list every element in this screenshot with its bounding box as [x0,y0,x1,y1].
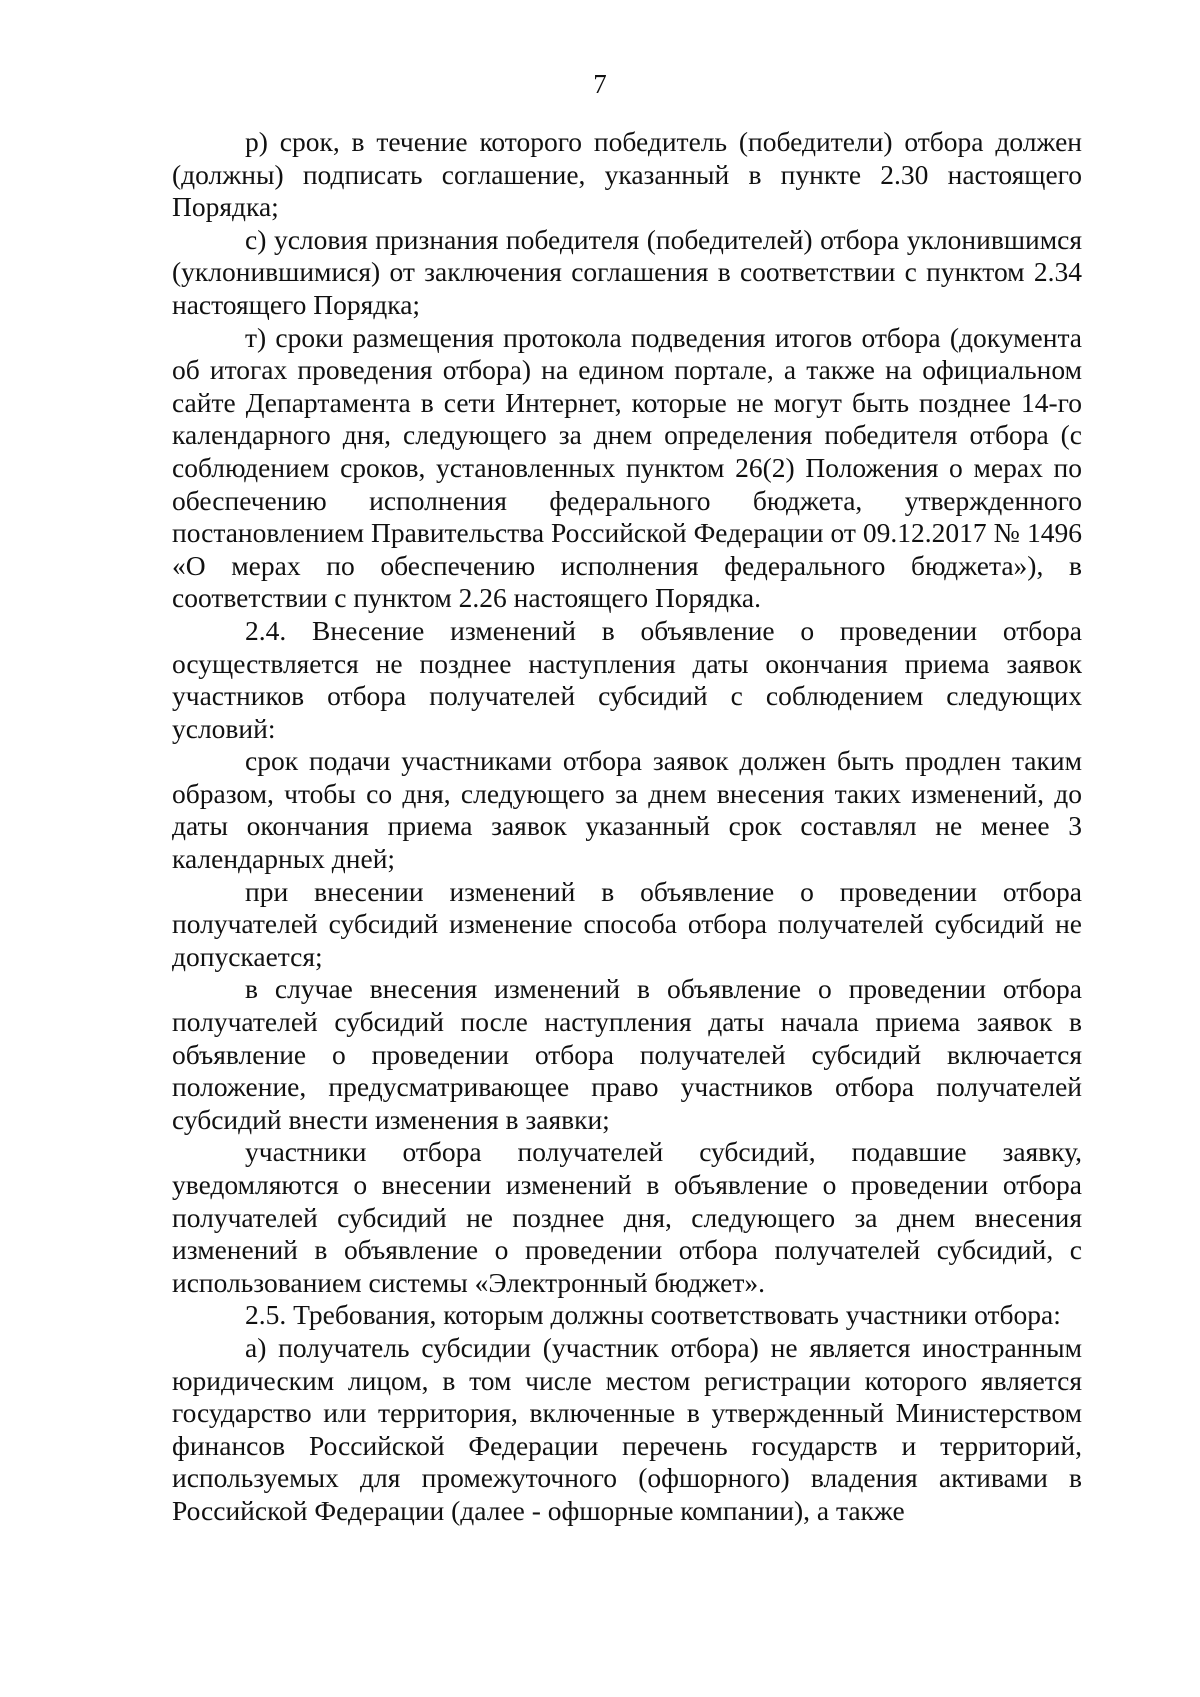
paragraph-2-4: 2.4. Внесение изменений в объявление о проведении отбора осуществляется не позднее наступления даты окончания приема заявок участников отбора получателей субсидий с соблюдением следующих условий: [172,614,1082,744]
document-body [172,126,1082,1528]
paragraph-2-5: 2.5. Требования, которым должны соответствовать участники отбора: [245,1299,1061,1331]
paragraph-s: с) условия признания победителя (победителей) отбора уклонившимся (уклонившимися) от заключения соглашения в соответствии с пунктом 2.34 настоящего Порядка; [172,223,1082,320]
paragraph-a: а) получатель субсидии (участник отбора) не является иностранным юридическим лицом, в том числе местом регистрации которого является государство или территория, включенные в утвержденный Министерством финансов Российской Федерации перечень государств и территорий, используемых для промежуточного (офшорного) владения активами в Российской Федерации (далее - офшорные компании), а также [172,1331,1082,1526]
paragraph-participant-notification: участники отбора получателей субсидий, подавшие заявку, уведомляются о внесении изменений в объявление о проведении отбора получателей субсидий не позднее дня, следующего за днем внесения изменений в объявление о проведении отбора получателей субсидий, с использованием системы «Электронный бюджет». [172,1136,1082,1298]
paragraph-method-change: при внесении изменений в объявление о проведении отбора получателей субсидий изменение способа отбора получателей субсидий не допускается; [172,875,1082,972]
paragraph-deadline-extension: срок подачи участниками отбора заявок должен быть продлен таким образом, чтобы со дня, следующего за днем внесения таких изменений, до даты окончания приема заявок указанный срок составлял не менее 3 календарных дней; [172,745,1082,875]
paragraph-changes-after-start: в случае внесения изменений в объявление о проведении отбора получателей субсидий после наступления даты начала приема заявок в объявление о проведении отбора получателей субсидий включается положение, предусматривающее право участников отбора получателей субсидий внести изменения в заявки; [172,973,1082,1135]
paragraph-t: т) сроки размещения протокола подведения итогов отбора (документа об итогах проведения отбора) на едином портале, а также на официальном сайте Департамента в сети Интернет, которые не могут быть позднее 14-го календарного дня, следующего за днем определения победителя отбора (с соблюдением сроков, установленных пунктом 26(2) Положения о мерах по обеспечению исполнения федерального бюджета, утвержденного постановлением Правительства Российской Федерации от 09.12.2017 № 1496 «О мерах по обеспечению исполнения федерального бюджета»), в соответствии с пунктом 2.26 настоящего Порядка. [172,321,1082,614]
paragraph-r: р) срок, в течение которого победитель (победители) отбора должен (должны) подписать соглашение, указанный в пункте 2.30 настоящего Порядка; [172,126,1082,223]
page-number: 7 [593,69,607,99]
